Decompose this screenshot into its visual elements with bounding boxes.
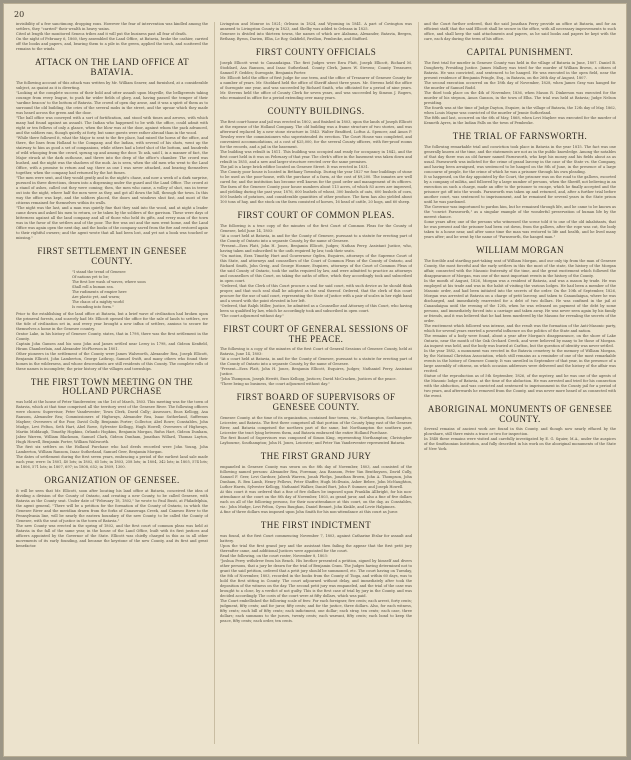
verse-quote: "I stand the trend of Genesee Of nations yet to be; The first low wash of waves, where soon Shall roll a human sea. The rudiments of empire here Are plastic yet, and warm; The chaos of a mighty world Is rounding into form." <box>72 269 146 309</box>
body-paragraph: "Ordered, that Ralph Miller, Justice, be admitted as a Counsellor and Attorney of this Court, who having been so qualified by law, which he accordingly took and subscribed in open court. <box>220 303 412 313</box>
body-paragraph: "There being no business, the court adjourned without day." <box>220 382 330 387</box>
body-paragraph: It will be seen that Mr. Ellicott, soon after locating his land office at Batavia, conceived the idea of dividing a division of the County of Ontario, and creating a new County, to be called Genesee, with Batavia as the County seat. Under date of "February 18, 1802," he wrote to Paul Busti, at Philadelphia, the agent general, "There will be a petition for the formation of the County of Ontario, in which the Genesee River and the meridian drawn from the forks of Canaseraga Creek, and Caneseo River to the Pennsylvania line, will be nearly the eastern boundary of the new County, to be called the County of Genesee, with the seat of justice in the town of Batavia." <box>16 489 208 524</box>
body-paragraph: Other pioneers in the settlement of the County were James Walsworth, Alexander Rea, Joseph Ellicott, Benjamin Ellicott, John Lamberton, George Lathrop, Samuel Swift, and many others who found their homes in the wilderness, and whose descendants are still residents of this County. The complete rolls of these names is incomplete; the prior history of the villages and townships. <box>16 351 208 371</box>
body-paragraph: "The men were sent, and they would gently and in the night's chase, and now a week of a dark surprise, pursued in three directions, drawn into a dispensing under the guard and the Land Office. The crowd at a stand of ashes, called out they were coming; then, the men who came, a volley of shot, ran in terror out into the night, where half the men were as they, and got all down the hill, through the town. In this way the office was kept, and the soldiers placed, the doors and windows shut fast, and most of the citizens remained for themselves within its walls. <box>16 175 208 205</box>
body-paragraph: was found, at the first Court commencing November 7, 1803, against Catharine Etslar for assault and battery. <box>220 534 412 544</box>
body-paragraph: "Looking at the complete success of their bold and utter assault upon Mayville, the belligerents taking courage from every league, to push far wider fields of glory, and, having passed the temper of their 'sardine beacon' to the bottom of Batavia. The crowd of open day arose, and it was a spirit of them as to surround the old building, the cries of the several mobs in the street, and the uproar which they made was heard across the green and the door. <box>16 90 208 115</box>
section-heading: FIRST SETTLEMENT IN GENESEE COUNTY. <box>37 245 187 266</box>
section-heading: ATTACK ON THE LAND OFFICE AT BATAVIA. <box>34 57 190 77</box>
article-section <box>16 378 208 471</box>
body-paragraph: The following is a true copy of the minutes of the first Court of Common Pleas for the County of Genesee, held June 14, 1803: <box>220 223 412 233</box>
body-paragraph: Orator Lake, in his history of Genesee County, states, that in 1798, there was the first settlement in the County. <box>16 331 208 341</box>
body-paragraph: Statue of the reproduction as of 5th September, 1826, of the mystery, and he was one of the agents of the Masonic lodge of Batavia, at the time of the abduction. He was arrested and tried for his connection with the abduction, and was convicted and sentenced to imprisonment in the County jail for a period of two years, and afterwards he removed from the County, and was never more heard of as connected with the event. <box>424 373 616 398</box>
body-paragraph: The remains of a body were found, about a year after Morgan's disappearance, on the shore of Lake Ontario, near the mouth of the Oak Orchard Creek, and were believed by many to be those of Morgan. An inquest was held, and the body was buried at Carlton, but the question of identity was never settled. <box>424 333 616 348</box>
article-section <box>220 452 412 515</box>
article-section <box>16 247 208 372</box>
body-paragraph: "The court adjourned without day." <box>220 313 284 318</box>
article-section <box>220 22 412 42</box>
body-paragraph: Genesee is divided into thirteen towns, the names of which are Alabama, Alexander, Batavia, Bergen, Bethany, Byron, Darien, Elba, Le Roy, Oakfield, Pavilion, Pembroke, and Stafford. <box>220 32 412 41</box>
body-paragraph: "Ordered, that the Clerk of this Court procure a seal for said court, with such device as he should think proper, and that such seal shall be adopted as the seal thereof. Ordered, that the clerk of this court procure for the use of said court, representing the State of Justice with a pair of scales in her right hand and a sword with the point elevated in her left. <box>220 283 412 303</box>
body-paragraph: invisibility of a few sanctimony, dropping eons. However the fear of intervention was kindled among the settlers, they "carried" their wealth in heavy wains. <box>16 22 208 31</box>
body-paragraph: The fourth was at the time of Judge Dayton, Esquire, in the village of Batavia, the 12th day of May, 1862, when Louis Mayne was convicted of the murder of Jennie Sutherland. <box>424 105 616 115</box>
body-paragraph: The excitement which followed was intense, and the result was the formation of the Anti-Masonic party, which for several years exerted a powerful influence on the politics of the State and nation. <box>424 323 616 333</box>
body-paragraph: The first trial for murder in Genesee County was held in the village of Batavia in June, 1807. Daniel B. Dougherty, Presiding Justice. James Mallory was tried for the murder of William Brown, a citizen of Batavia. He was convicted, and sentenced to be hanged. He was executed in the open field, near the present residence of Benjamin Pringle, Esq., in Batavia, on the 26th day of August, 1807. <box>424 60 616 80</box>
body-paragraph: Several remains of ancient work are found in this County, and though now nearly effaced by the plowshare, still there exists a trace or two for inspection. <box>424 427 616 437</box>
article-section <box>16 476 208 549</box>
body-paragraph: Some years after, one of the persons who witnessed the scene told it to one of the old inhabitants, that he was present and the prisoner had been cut down, from the gallows, after the rope was cut, the body taken to a house near, and after some time the man was restored to life and health, and he lived many years after; and he went by the name of "Farnsworth, the hanged man." <box>424 219 616 239</box>
body-paragraph: Joseph Ellicott went to Canandaigua. The first Judges were Ezra Platt, Joseph Ellicott, Richard M. Stoddard, Asa Ransom, and Isaac Sutherland. County Clerk, James W. Stevens; County Treasurer, Samuel F. Geddes; Surrogate, Benjamin Porter. <box>220 60 412 75</box>
article-section <box>220 393 412 446</box>
body-paragraph: The dates of settlement during the first seven years, embracing a period of the earliest land sale made each year, were: In 1801, 40 lots; in 1802, 65 lots; in 1803, 258 lots; in 1804, 342 lots; in 1805, 574 lots; in 1806, 571 lots; in 1807, 697; in 1808, 652; in 1809, 1300. <box>16 455 208 470</box>
body-paragraph: The forcible and startling part-taking seat of William Morgan, and our only tip from the man of Genesee County, the most forceful and the early settlers in this the most of the state, the history of the Morgan affair, connected with the Masonic fraternity of the time, and the great excitement which followed the disappearance of Morgan, was one of the most important events in the history of the County. <box>424 258 616 278</box>
body-paragraph: "At a court held at Batavia, in and for the County of Genesee, pursuant to a statute for erecting part of the County of Ontario into a separate County, by the name of Genesee. <box>220 233 412 243</box>
body-paragraph: The first Board of Supervisors was composed of Simon King, representing Northampton; Christopher Laybourne, Southampton; John H. Jones, Leicester; and Peter Van Vanderventer represented Batavia. <box>220 436 412 446</box>
body-paragraph: In the month of August, 1826, Morgan was a resident of Batavia, and was a mason by trade. He was employed at his trade and was in the habit of visiting the various lodges. He had been a member of the Masonic order, and had been initiated into the secrets of the order. On the 10th of September, 1826, Morgan was arrested at Batavia on a charge of petit larceny, and taken to Canandaigua, where he was discharged, and immediately rearrested for a debt of two dollars. He was confined in the jail at Canandaigua until the evening of the 12th, when he was released on payment of the debt by some persons, and immediately forced into a carriage and taken away. He was never seen again by his family or friends, and it was believed that he had been murdered by the Masons for revealing the secrets of the order. <box>424 278 616 323</box>
article-section <box>424 22 616 42</box>
body-paragraph: "Present—Ezra Platt, John H. Jones, Benjamin Ellicott, Esquires, Judges; Nathaniel Perry, Assistant Justice. <box>220 367 412 377</box>
body-paragraph: Upon the trial the first grand jury and the assistant then failing the appear that the first petit jury thereafter came, and additional Justices were appointed for the court. <box>220 544 412 554</box>
body-paragraph: At this court it was ordered that a fine of five dollars be imposed upon Franklin Allbright, for his non-attendance at the court on the 8th day of November, 1803, as grand juror, and also a fine of five dollars each on all of the following persons, for their non-attendance at this court, on the day, as Constables, viz.: John Mudge, Levi Felton, Cyrus Baughan, Daniel Bennet, John Kinkle, and Levie Halpinnes. <box>220 490 412 510</box>
body-paragraph: The following account of this attack was written by Mr. William Seaver, and furnished, at a considerable subject, as quaint as it is diverting. <box>16 80 208 90</box>
body-paragraph: "While there followed it, what the Major to sent to the fire place, had raised the horns of the office, and there, the lines from Holland to the Company, and the Indian, with several of his shots, went up the stairway to him as good a set of companions, while others had a brief shot of the bottom, and hundreds of wild whooping from the crowd, sprung up and among the door. To ask, said I, in a manner of fact, the Major struck at the dark outhouse, and threw into the deep of the office's chamber. The crowd was hushed, and the night was the shadows of the mob. As is seen, when the old men who went to the Land Office, with a promise to return and say, there as one I was never attacked, and bearing themselves together, when the company had returned by the hot fumes. <box>16 135 208 175</box>
body-paragraph: It so happened, on the day appointed by the Court, the prisoner was on the road to the gallows, escorted by a company of militia, and followed by a large number of persons, when the Sheriff, not believing in an execution on such a charge, made an offer to the prisoner to escape, which he finally accepted and the prisoner got off into the woods. Farnsworth was taken up and returned, and, after a further trial before another court, was sentenced to imprisonment, and he remained for several years in the State prison until he was pardoned. <box>424 174 616 204</box>
body-paragraph: The following is a copy of the minutes of the first Court of General Sessions of Genesee County, held at Batavia, June 14, 1803: <box>220 347 412 357</box>
body-paragraph: "The ball office was conveyed with a sort of fortification, and stood with times and arrows, with which many had found against an assault. The Indian who happened to be with the office, could admit with eight or ten fellows of only a glance, when the blow was at the door, against whom the pack advanced, and the soldiers ran, though quietly at forty, but some guests were rather abroad than in the wood. <box>16 115 208 135</box>
body-paragraph: The second execution occurred on the 18th day of November, 1828, when James Gray was hanged for the murder of Samuel Rudd. <box>424 80 616 90</box>
body-paragraph: was held at the house of Peter Vandeventer, on the 1st of March, 1803. This meeting was for the town of Batavia, which at that time comprised all the territory west of the Genesee River. The following officers were chosen: Supervisor, Peter Vandeventer; Town Clerk, David Cully; Assessors, Enos Kellogg, Asa Ransom, Alexander Rea; Commissioners of Highways, Alexander Rea, Isaac Sutherland, Suffrenus Maybee; Overseers of the Poor, David Cully, Benjamin Porter; Collector, Abel Rowe; Constables, John Mudge, Levi Felton, Seth Hart, Abel Rowe, Sylvester Kellogg, Hugh Howell; Overseers of Highways, Martin Middaugh, Timothy Hopkins, Orlando Hopkins, Benjamin Morgan, Rufus Hart, Gideon Dunham, Jabez Warren, William Blackmon, Samuel Clark, Gideon Dunham, Jonathan Willard, Thomas Layton, Hugh Howell, Benjamin Porter, William Walsworth. <box>16 400 208 445</box>
section-heading: CAPITAL PUNISHMENT. <box>466 47 574 57</box>
article-section <box>16 22 208 52</box>
body-paragraph: The first six settlers on the Holland Purchase who had deeds recorded were John Young, John Lamberton, William Ransom, Isaac Sutherland, Samuel Geer, Benjamin Morgan. <box>16 445 208 455</box>
body-paragraph: Mr. Ellicott held the office of first Judge for one term, and the office of Treasurer of Genesee County for a number of years. Mr. Stoddard held the office of Sheriff about three years. Mr. Stevens held the office of Surrogate one year, and was succeeded by Richard Smith, who officiated for a period of nine years. Mr. Stevens held the office of County Clerk for seven years, and was succeeded by Simeon J. Rogers, who remained in office for a period extending over many years. <box>220 75 412 100</box>
body-paragraph: In 1848 these remains were visited and carefully investigated by E. G. Squier, M.A., under the auspices of the Smithsonian Institution, and fully described in his work on the aboriginal monuments of the State of New York. <box>424 437 616 452</box>
body-paragraph: "John Thompson, Joseph Hewitt, Enos Kellogg, Justices; David McCracken, Justices of the peace. <box>220 377 397 382</box>
article-section <box>424 48 616 126</box>
body-paragraph: The Court embellished the following scale of fees: For each foreigner, five cents; each arrest, forty cents; judgment, fifty cents; and for juror, fifty cents; and for the justice, three dollars. Also, for each witness, fifty cents; each bill of fifty cents; each indictment, one dollar; each stray, ten cents; each case, three dollars; each summons to the jurors, twenty cents; each warrant, fifty cents; each bond to keep the peace, fifty cents; each order, ten cents. <box>220 599 412 624</box>
body-paragraph: "The night was the last, and a man was quietly fine that they said into the wood, and at night a leader came down and asked his men to return, or be taken by the soldiers of the garrison. These were days of bitterness against all the land company and all of those who held its gifts, and every man of the town was in the favor of the settlers and of the poor. The fire was out and the men went home, and the Land Office was again open the next day, and the books of the company saved from the fire and restored again to their rightful owners; and the agent wrote that all had been lost, and yet not a book was touched or missing." <box>16 205 208 240</box>
body-paragraph: and the Court further ordered, that the said Jonathan Perry provide an office at Batavia, and for an efficient staff, that the said Ellicott shall be secure in the office, with all necessary improvements to such office, and shall keep the said attachments and papers, as he said books and papers be kept with the care, each day during the term of his office. <box>424 22 616 41</box>
body-paragraph: The County poor house is located in Bethany Township. During the year 1827 we four buildings of stone to be used as the poor-house, with the purchase of a farm, at the cost of $9,200. The inmates are well cared for, and the institution has become well known for the good order and management of its officers. The farm of the Genesee County poor house numbers about 113 acres, of which 83 acres are improved, and yielding during the past year, 1876, 600 bushels of wheat, 300 bushels of oats, 600 bushels of corn, 500 bushels of potatoes, and considerable quantities of other produce. The farm has also yielded about 100 tons of hay, and the stock on the farm consisted of horses, 16 head of cattle, 20 hogs, and 60 sheep. <box>220 169 412 204</box>
article-section <box>424 246 616 399</box>
section-heading: FIRST COUNTY OFFICIALS <box>255 47 377 57</box>
section-heading: THE TRIAL OF FARNSWORTH. <box>452 130 588 141</box>
section-heading: THE FIRST GRAND JURY <box>260 451 372 462</box>
section-heading: ABORIGINAL MONUMENTS OF GENESEE COUNTY. <box>427 403 613 424</box>
body-paragraph: Captain John Gansen and his sons John and James settled near Leroy in 1798, and Gideon Kenfield, Hiram Chamberlain, and Alexander McPherson in 1801. <box>16 341 208 351</box>
article-section <box>16 58 208 241</box>
article-section <box>424 405 616 453</box>
body-paragraph: The fifth and last, occurred on the 6th of May, 1868, when Levi Maybee was executed for the murder of Kenneth Ayres, in the Indian Falls on the town of Pembroke. <box>424 115 616 125</box>
body-paragraph: "On motion, Ezra Timothy Hurt and Gouverneur Ogden, Esquires, attorneys of the Supreme Court of this State, and attorneys and counsellors of the Court of Common Pleas of the County of Ontario, and Richard Smith, John Greig, and George Hosmer, Esquires, attorneys of the Court of Common Pleas of the said County of Ontario, took the oaths required by law, and were admitted to practice as attorneys and counsellors of this Court, on taking the oaths of office, which they accordingly took and subscribed in open court. <box>220 253 412 283</box>
text-column-middle <box>220 22 412 746</box>
text-column-left <box>16 22 208 746</box>
section-heading: FIRST COURT OF GENERAL SESSIONS OF THE PEACE. <box>223 323 409 344</box>
body-paragraph: Read the following, on the court roster, November 8, 1803: <box>220 554 328 559</box>
article-section <box>220 48 412 101</box>
body-paragraph: Genesee County, at the time of its organization, contained four towns, viz., Northampton, Southampton, Leicester, and Batavia. The first three comprised all that portion of the County lying east of the Genesee River, and Batavia comprised the northern part of the same, but Northampton the southern part, Leicester the tract lying between them, and Batavia embraced the entire Holland Purchase. <box>220 416 412 436</box>
body-paragraph: "Present—Ezra Platt, John H. Jones, Benjamin Ellicott, Judges; Nathan Perry, Assistant Justice, who, having taken and subscribed to the oath required by law, took their seats. <box>220 243 412 253</box>
article-section <box>220 325 412 388</box>
body-paragraph: The building was rebuilt in 1811. This building was occupied and ready for occupancy in 1842, and the first court held in it was on February of that year. The clerk's office in the basement was taken down and rebuilt in 1855, and a new and larger structure erected over the same premises. <box>220 149 412 164</box>
body-paragraph: The Governor was importuned to pardon him, but he remained through life, and he came to be known as the "convict Farnsworth," as a singular example of the wonderful preservation of human life by the merest chance. <box>424 204 616 219</box>
section-heading: FIRST COURT OF COMMON PLEAS. <box>237 209 395 220</box>
body-paragraph: "Joshua Perry withdrew from his Bench. His brother presented a petition, signed by himself and divers other persons, that a jury be drawn for the trial of Benjamin Cram. The Judges having determined not to grant the said petition, ordered that a petit jury should be summoned, etc. The court having on Tuesday, the 8th of November, 1803, recorded in the books from the County of Tioga, and within 60 days, was to hold the first sitting in County. The court adjourned without delay, and immediately after took the deposition of the witness on the day. The second petit jury was empaneled, and the trial of the case was brought to a close, by a verdict of not guilty. This is the first case of trial by jury in the County, and was decided accordingly. The costs of the court were at fifty dollars, which was paid. <box>220 559 412 599</box>
column-divider <box>418 22 419 744</box>
article-section <box>424 132 616 240</box>
body-paragraph: In the year 1882, a monument was erected in the Batavia cemetery to the memory of William Morgan, by the National Christian Association, which still remains as a reminder of one of the most remarkable events in the history of Genesee County. It was unveiled in September of that year, in the presence of a large assembly of citizens, on which occasion addresses were delivered and the history of the affair was recited. <box>424 348 616 373</box>
body-paragraph: "At a court held at Batavia, in and for the County of Genesee, pursuant to a statute for erecting part of the County of Ontario into a separate County, by the name of Genesee. <box>220 357 412 367</box>
document-page <box>3 3 627 757</box>
section-heading: THE FIRST INDICTMENT <box>260 520 372 531</box>
article-section <box>220 521 412 624</box>
section-heading: FIRST BOARD OF SUPERVISORS OF GENESEE COUNTY. <box>236 392 396 413</box>
column-divider <box>214 22 215 744</box>
body-paragraph: The third took place on the 4th of November, 1836, when Mason R. Dinkerson was executed for the murder of his stepson, Amos Ganson, in the town of Elba. The trial was held at Batavia; Judge Nelson presiding. <box>424 90 616 105</box>
body-paragraph: Livingston and Monroe in 1821; Orleans in 1824, and Wyoming in 1841. A part of Covington was annexed to Livingston County in 1823, and Shelby was added to Orleans in 1825. <box>220 22 412 31</box>
body-paragraph: The jail is a large brick edifice located on Genesee Street. It was erected in 1831. <box>220 164 369 169</box>
body-paragraph: empaneled in Genesee County was sworn on the 8th day of November, 1803, and consisted of the following named persons: Alexander Rea, Foreman; Asa Ransom, Peter Van Benthuysen, David Cully, Samuel F. Geer, Levi Gardner, Jabesh Warren, Jonah Phelps, Jonathan Brown, John A. Thompson, John Dunham, R. Ben Lamb, Henry Fellows, Peter Shaffer, Hugh McIlwain, Asher Bebee, John McNaughton, Luther Harris, Sylvester Kellogg, Nathaniel Walker, Daniel Burt, John P. Sumner, and Joseph Howell. <box>220 465 412 490</box>
body-paragraph: A fine of three dollars was imposed upon John Smith for his non-attendance at this court as Juror. <box>220 510 398 515</box>
text-column-right <box>424 22 616 746</box>
body-paragraph: The first court-house and jail was erected in 1802, and finished in 1803, upon the lands of Joseph Ellicott at the expense of the Holland Company. The old building was a frame structure of two stories, and was afterward replaced by a new stone structure in 1843. Walter Bradford, Loftus A. Spencer, and Amos P. Towsley were the commissioners who superintended its erection. The Court House was completed, and convenient accommodations, at a cost of $25,000, for the several County officers, with fire-proof rooms for the records, and a jail in the basement. <box>220 119 412 149</box>
article-section <box>220 107 412 205</box>
section-heading: ORGANIZATION OF GENESEE. <box>44 475 180 486</box>
page-number: 20 <box>14 10 25 19</box>
body-paragraph: Cited at length the monitored Seneca tribes and it will put the business past all fear of death. <box>16 32 187 36</box>
body-paragraph: Prior to the establishing of the land office at Batavia, but a brief wave of civilization had broken upon the primeval forests, and scarcely had Mr. Ellicott opened the office for the sale of lands to settlers, ere the tide of civilization set in, and every year brought a new influx of settlers, anxious to secure for themselves a home in the Genesee country. <box>16 311 208 331</box>
body-paragraph: The following remarkable trial and conviction took place in Batavia in the year 1815. The fact was one generally known at the time, and the statements are not as in the public knowledge. Among the notables of that day there was an old farmer named Farnsworth, who kept his money and his fields about as as usual. Farnsworth was indicted for the crime of grand larceny in the case of the State vs. the Company, and having been arraigned, was sentenced to be hanged on the 8th of June, in the presence of a large concourse of people, for the crime of which he was a prisoner through his own pleading. <box>424 144 616 174</box>
section-heading: COUNTY BUILDINGS. <box>267 105 365 116</box>
article-section <box>220 211 412 319</box>
section-heading: THE FIRST TOWN MEETING ON THE HOLLAND PURCHASE <box>30 376 194 397</box>
body-paragraph: On the night of February 6, 1860, they assembled the Land Office, at Batavia, broke the cashier, carried off the books and papers, and, bearing them to a pile in the green, applied the torch, and scattered the remains to the winds. <box>16 37 208 51</box>
section-heading: WILLIAM MORGAN <box>476 244 564 255</box>
body-paragraph: The new County was erected in the spring of 1802, and the first court of common pleas was held at Batavia in the fall of the same year, in the house of the Land Office, built with its first justices and officers appointed by the Governor of the State. Ellicott was chiefly charged in this as in all other movements of its early founding, and became the keystone of the new County, and its first and great benefactor. <box>16 524 208 549</box>
